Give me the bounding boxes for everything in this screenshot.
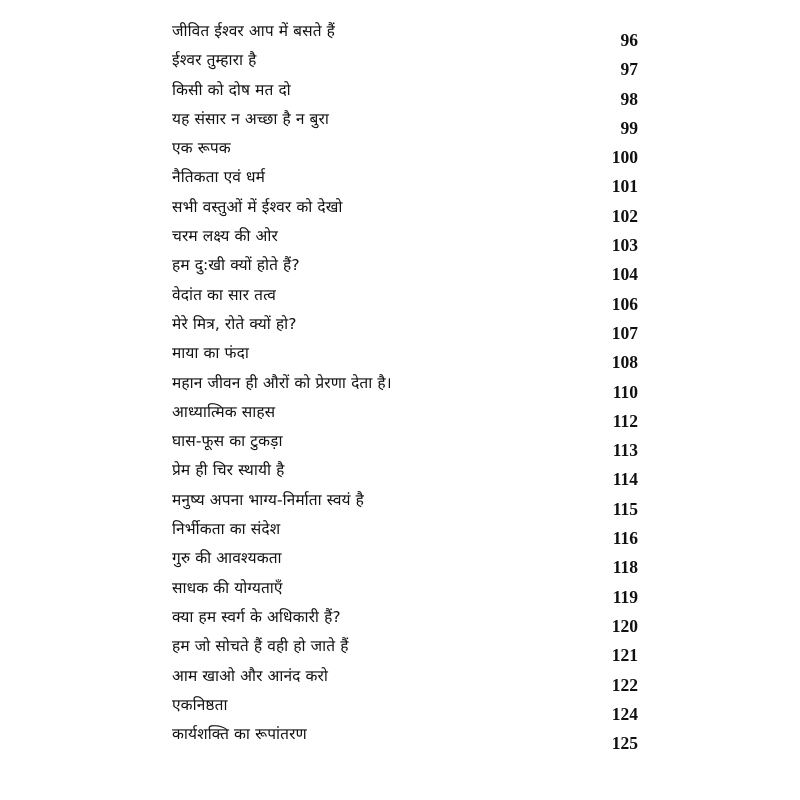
toc-entry-title: घास-फूस का टुकड़ा (172, 432, 283, 451)
toc-entry-page: 103 (611, 235, 638, 256)
toc-entry (172, 139, 638, 168)
toc-entry (172, 403, 638, 432)
toc-entry-page: 116 (612, 528, 638, 549)
toc-entry-title: महान जीवन ही औरों को प्रेरणा देता है। (172, 373, 392, 392)
toc-entry-page: 110 (612, 381, 638, 402)
toc-entry-page: 99 (620, 117, 638, 138)
toc-entry-title: क्या हम स्वर्ग के अधिकारी हैं? (172, 607, 341, 626)
toc-entry-page: 98 (620, 88, 638, 109)
toc-entry-page: 97 (620, 59, 638, 80)
toc-entry (172, 168, 638, 197)
toc-entry-page: 108 (611, 352, 638, 373)
toc-entry-title: प्रेम ही चिर स्थायी है (172, 461, 285, 480)
toc-entry-page: 96 (620, 30, 638, 50)
toc-entry-page: 124 (611, 703, 638, 724)
toc-entry-title: हम दु:खी क्यों होते हैं? (172, 256, 300, 275)
toc-entry (172, 227, 638, 256)
toc-entry (172, 461, 638, 490)
toc-entry (172, 110, 638, 139)
toc-entry (172, 520, 638, 549)
toc-entry-title: मनुष्य अपना भाग्य-निर्माता स्वयं है (172, 490, 365, 509)
toc-entry-page: 122 (611, 674, 638, 695)
toc-entry-title: सभी वस्तुओं में ईश्वर को देखो (172, 197, 343, 216)
toc-entry (172, 286, 638, 315)
toc-entry (172, 432, 638, 461)
toc-entry (172, 374, 638, 403)
toc-entry-title: एकनिष्ठता (172, 695, 228, 714)
toc-entry-page: 100 (611, 147, 638, 168)
toc-entry-title: गुरु की आवश्यकता (172, 549, 282, 568)
toc-entry (172, 696, 638, 725)
toc-entry-title: आम खाओ और आनंद करो (172, 666, 328, 685)
toc-entry-title: वेदांत का सार तत्व (172, 285, 276, 304)
toc-entry-title: कार्यशक्ति का रूपांतरण (172, 725, 307, 744)
toc-entry-page: 104 (611, 264, 638, 285)
toc-entry-page: 113 (612, 440, 638, 461)
toc-entry-title: चरम लक्ष्य की ओर (172, 227, 278, 246)
toc-entry-page: 120 (611, 615, 638, 636)
toc-entry (172, 637, 638, 666)
toc-entry-title: साधक की योग्यताएँ (172, 578, 283, 597)
toc-entry-title: ईश्वर तुम्हारा है (172, 51, 257, 70)
toc-entry-title: आध्यात्मिक साहस (172, 402, 276, 421)
toc-entry (172, 22, 638, 51)
toc-entry-title: मेरे मित्र, रोते क्यों हो? (172, 314, 297, 333)
toc-entry-page: 107 (611, 322, 638, 343)
toc-entry-title: नैतिकता एवं धर्म (172, 168, 266, 187)
toc-entry (172, 579, 638, 608)
toc-entry (172, 256, 638, 285)
toc-entry-page: 101 (611, 176, 638, 197)
toc-entry-page: 125 (611, 733, 638, 754)
toc-entry-page: 102 (611, 205, 638, 226)
toc-entry-title: यह संसार न अच्छा है न बुरा (172, 109, 329, 128)
toc-entry (172, 315, 638, 344)
toc-entry (172, 725, 638, 754)
toc-entry (172, 667, 638, 696)
toc-entry (172, 608, 638, 637)
toc-entry-page: 114 (612, 469, 638, 490)
toc-entry-page: 115 (612, 498, 638, 519)
toc-entry-title: निर्भीकता का संदेश (172, 520, 281, 539)
toc-entry-title: माया का फंदा (172, 344, 249, 363)
toc-entry-title: एक रूपक (172, 139, 231, 158)
toc-entry-page: 112 (612, 410, 638, 431)
toc-entry (172, 81, 638, 110)
toc-entry (172, 549, 638, 578)
toc-entry-page: 119 (612, 586, 638, 607)
toc-entry-title: किसी को दोष मत दो (172, 80, 291, 99)
toc-entry-title: जीवित ईश्वर आप में बसते हैं (172, 22, 335, 40)
table-of-contents (172, 22, 638, 754)
toc-entry (172, 344, 638, 373)
toc-entry-page: 106 (611, 293, 638, 314)
toc-entry-page: 118 (612, 557, 638, 578)
toc-entry (172, 491, 638, 520)
toc-entry (172, 51, 638, 80)
toc-entry (172, 198, 638, 227)
toc-entry-page: 121 (611, 645, 638, 666)
toc-entry-title: हम जो सोचते हैं वही हो जाते हैं (172, 637, 349, 656)
